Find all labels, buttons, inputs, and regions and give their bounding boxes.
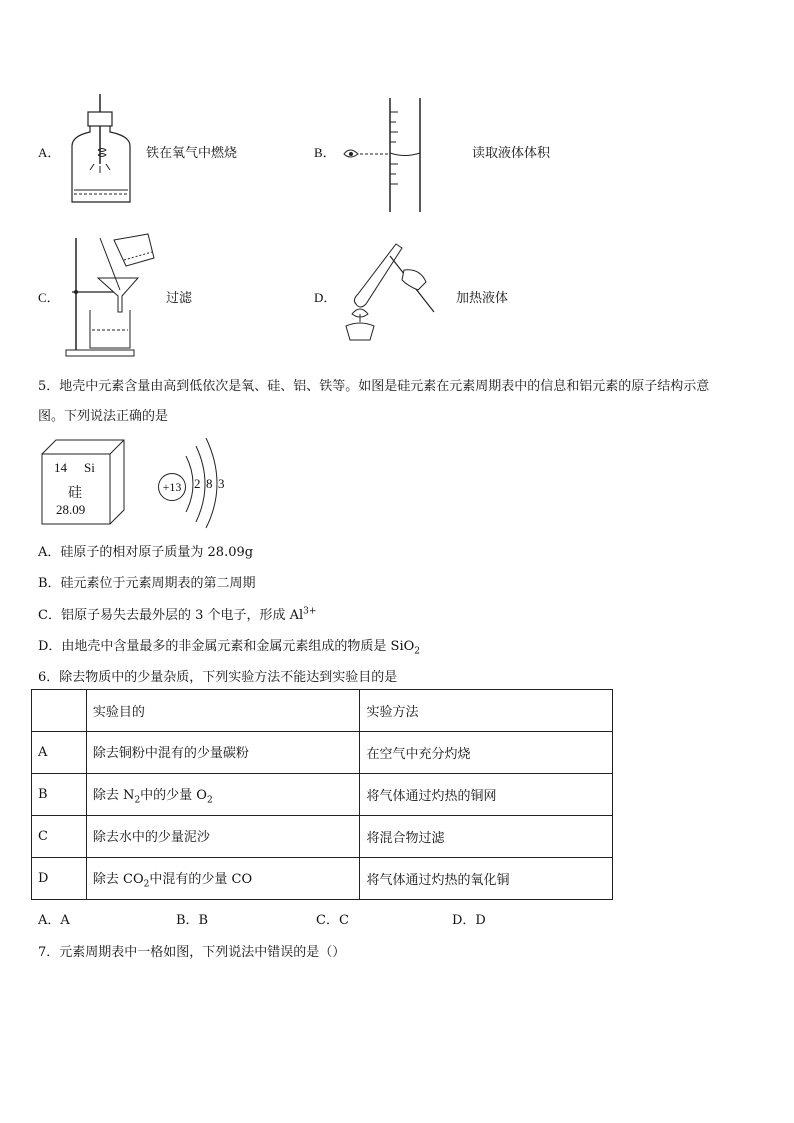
header-cell-method: 实验方法 [360,690,613,732]
q6-choice-a: A．A [38,913,70,928]
nucleus-charge: +13 [158,473,186,501]
q5-option-c: C．铝原子易失去最外层的 3 个电子，形成 $Al^{3+}$ [38,606,317,623]
graduated-cylinder-illustration [340,98,430,216]
option-a-letter: A． [38,145,61,160]
table-row [32,858,613,900]
option-c-caption: 过滤 [166,291,193,306]
silicon-and-aluminum-figure [36,438,228,528]
table-header-row [32,690,613,732]
row-method: 将混合物过滤 [360,816,613,858]
row-label: A [32,732,87,774]
q5-option-b: B．硅元素位于元素周期表的第二周期 [38,576,256,591]
header-cell-purpose: 实验目的 [86,690,360,732]
q5-option-a: A．硅原子的相对原子质量为 28.09g [38,545,254,560]
option-d-caption: 加热液体 [456,291,509,306]
row-purpose: 除去 $CO_2$中混有的少量 CO [86,858,360,900]
header-cell-blank [32,690,87,732]
row-label: D [32,858,87,900]
iron-burning-illustration [68,94,138,210]
filtration-illustration [64,234,156,362]
element-mass: 28.09 [56,502,86,517]
row-purpose: 除去 $N_2$中的少量 $O_2$ [86,774,360,816]
heating-liquid-illustration [338,242,438,350]
row-label: C [32,816,87,858]
row-method: 将气体通过灼热的铜网 [360,774,613,816]
q7-stem: 7．元素周期表中一格如图，下列说法中错误的是（） [38,945,346,960]
element-name: 硅 [68,485,82,501]
table-row [32,732,613,774]
q6-choice-c: C．C [316,913,349,928]
q5-stem-line1: 5．地壳中元素含量由高到低依次是氧、硅、铝、铁等。如图是硅元素在元素周期表中的信息和铝元素的原子结构示意 [38,379,710,394]
row-purpose: 除去铜粉中混有的少量碳粉 [86,732,360,774]
q6-choice-b: B．B [176,913,209,928]
row-method: 将气体通过灼热的氧化铜 [360,858,613,900]
option-a-caption: 铁在氧气中燃烧 [146,146,238,161]
q5-option-d: D．由地壳中含量最多的非金属元素和金属元素组成的物质是 SiO$_2$ [38,639,421,657]
q6-stem: 6．除去物质中的少量杂质，下列实验方法不能达到实验目的是 [38,670,398,685]
option-b-letter: B． [314,145,336,160]
shell-1-electrons: 2 [194,476,201,491]
row-purpose: 除去水中的少量泥沙 [86,816,360,858]
row-method: 在空气中充分灼烧 [360,732,613,774]
q6-choice-d: D．D [452,913,486,928]
option-d-letter: D． [314,290,337,305]
element-atomic-number: 14 [54,460,67,475]
q6-table [31,689,613,900]
element-symbol: Si [84,460,95,475]
table-row [32,816,613,858]
row-label: B [32,774,87,816]
q5-stem-line2: 图。下列说法正确的是 [38,409,169,424]
option-b-caption: 读取液体体积 [472,146,551,161]
shell-3-electrons: 3 [218,476,225,491]
shell-2-electrons: 8 [206,476,213,491]
option-c-letter: C． [38,290,60,305]
table-row [32,774,613,816]
